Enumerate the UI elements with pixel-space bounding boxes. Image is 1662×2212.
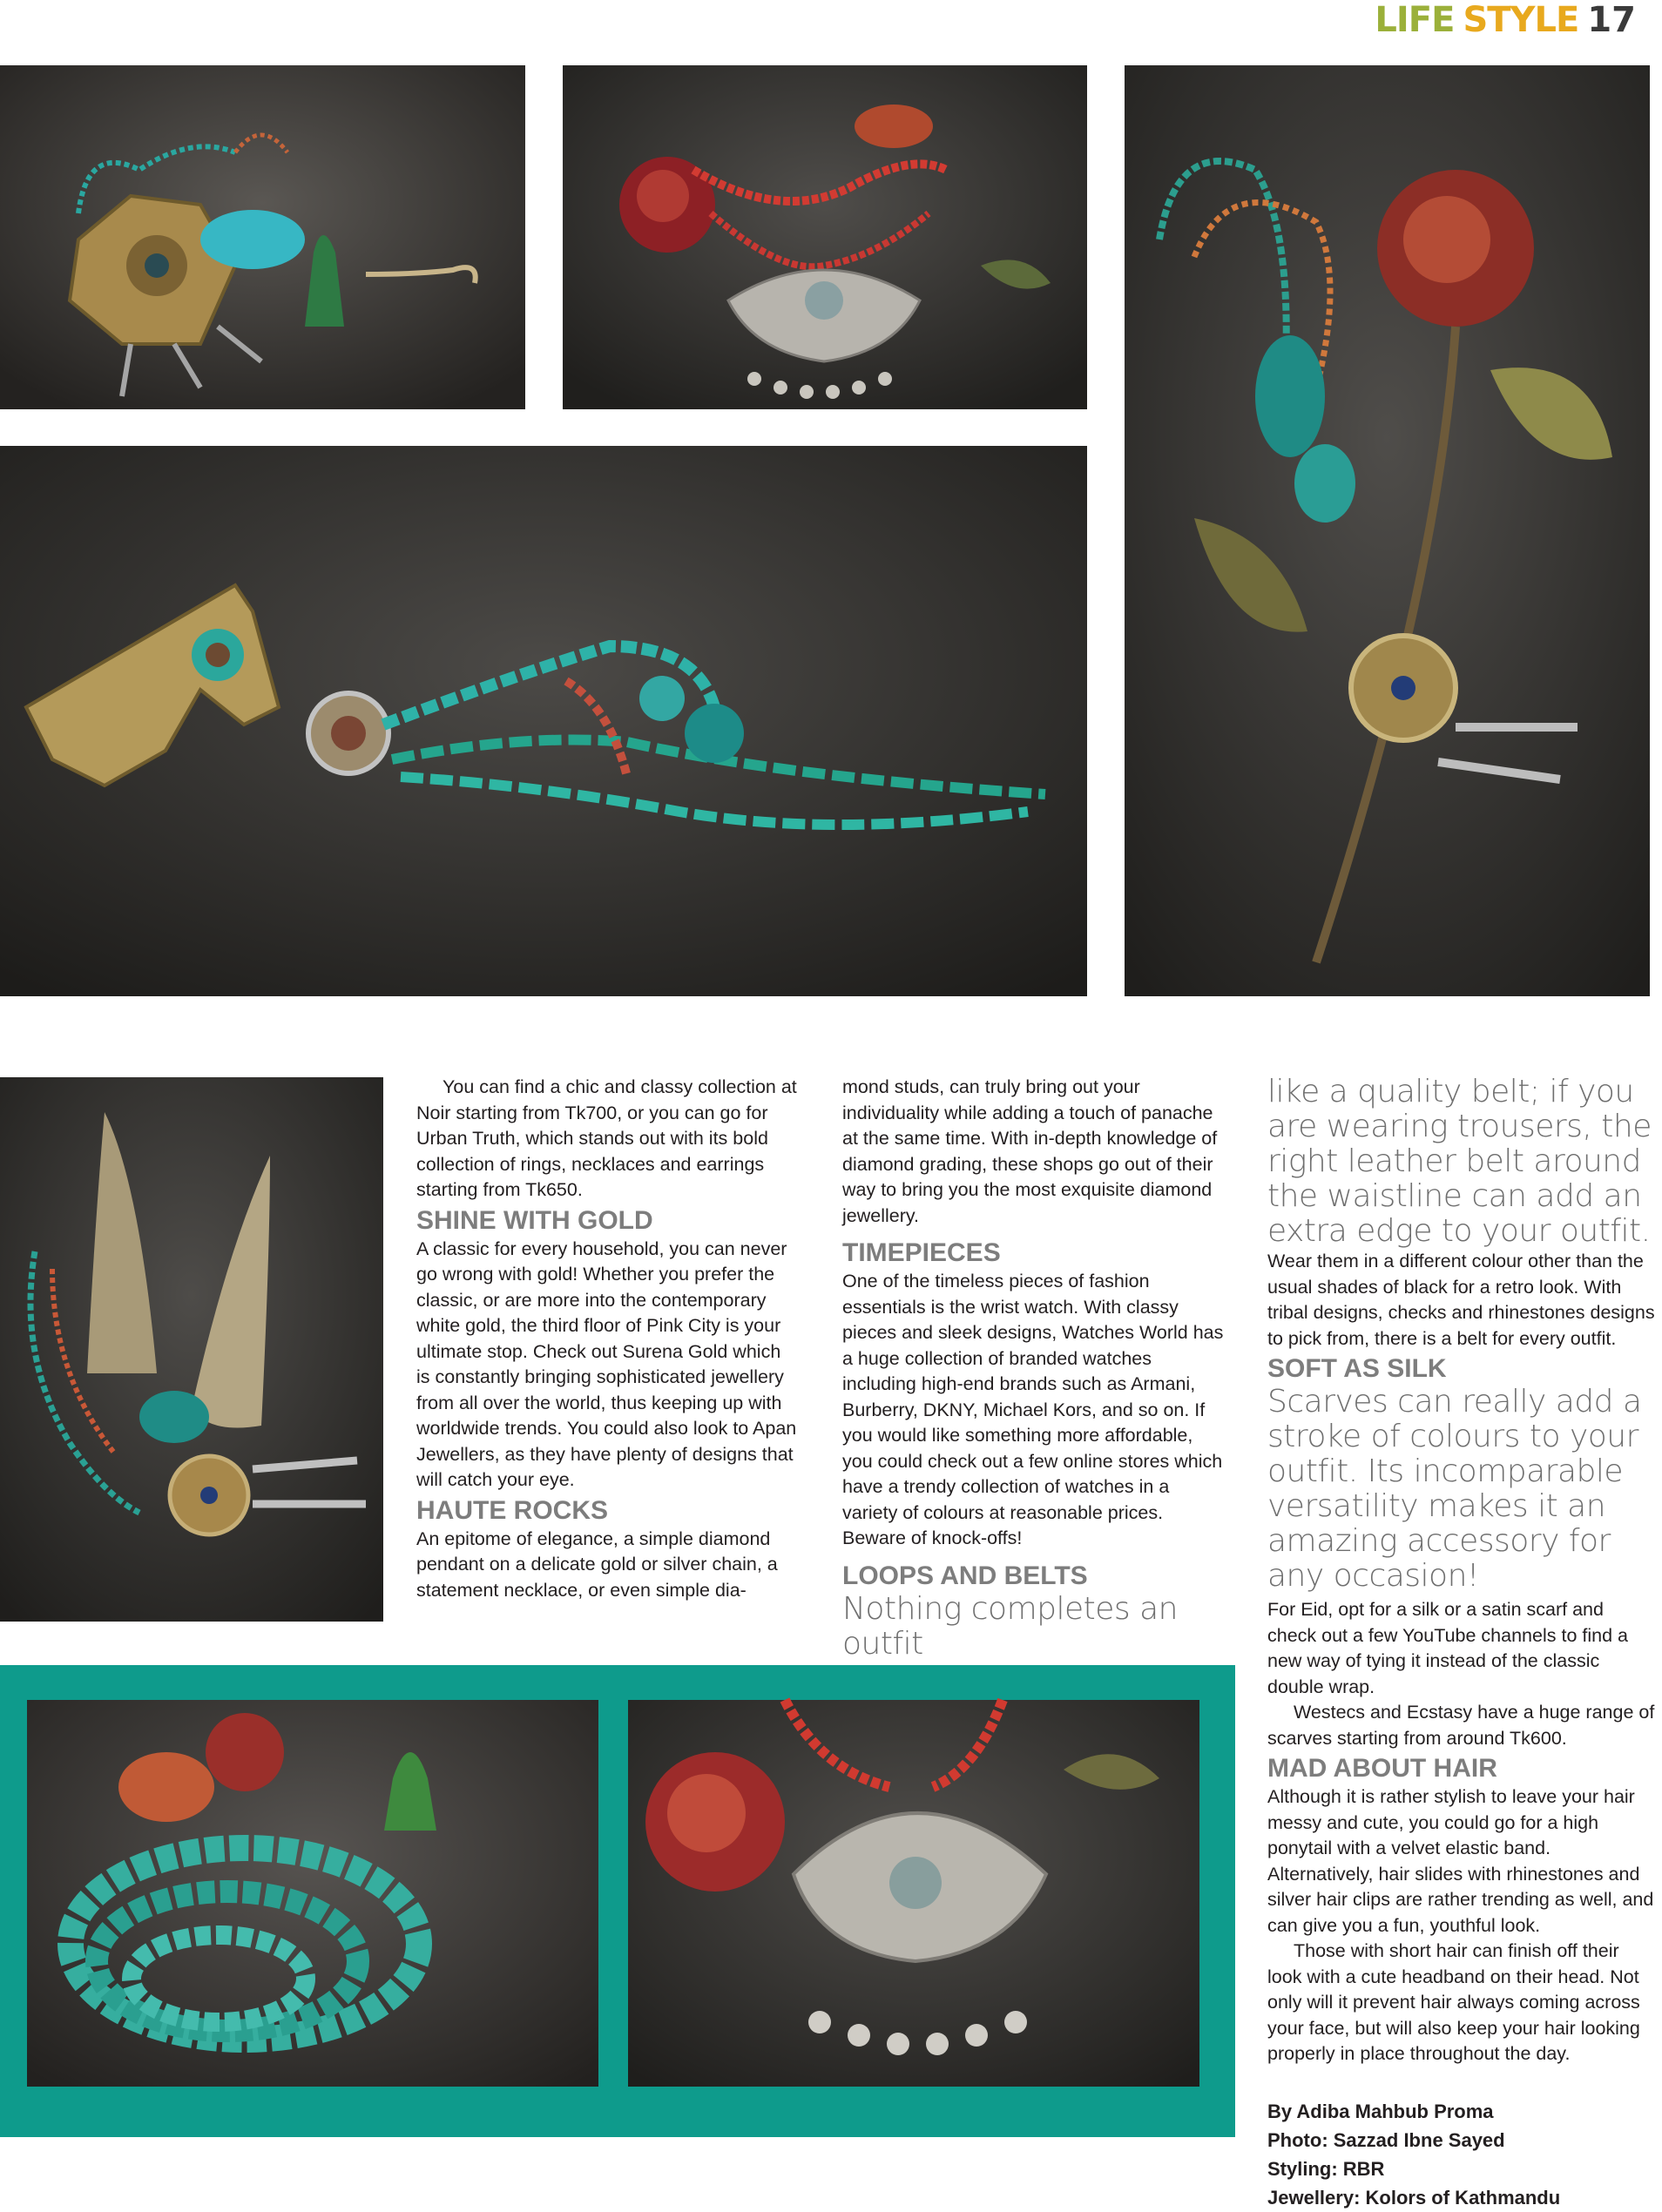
paragraph-timepieces: One of the timeless pieces of fashion essentials is the wrist watch. With classy pieces and sleek designs, Watches World has a huge collection of branded watches including high-end brands such as Armani, Burberry, DKNY, Michael Kors, and so on. If you would like something more affordable, you could check out a few online stores which have a trendy collection of watches in a variety of colours at reasonable prices. Beware of knock-offs!: [842, 1271, 1224, 1548]
page-number: 17: [1587, 0, 1636, 40]
masthead: [1375, 0, 1636, 40]
paragraph-haute: An epitome of elegance, a simple diamond pendant on a delicate gold or silver chain, a statement necklace, or even simple dia-: [416, 1527, 778, 1601]
credit-styling: Styling: RBR: [1267, 2157, 1385, 2180]
text-column-1: [416, 1075, 798, 1603]
photo-turquoise-beads: [27, 1700, 598, 2087]
masthead-style: STYLE: [1463, 0, 1579, 40]
credit-jewellery: Jewellery: Kolors of Kathmandu: [1267, 2186, 1561, 2209]
quote-belts-cont: like a quality belt; if you are wearing trousers, the right leather belt around the waistline can add an extra edge to your outfit.: [1267, 1074, 1652, 1249]
credit-photo: Photo: Sazzad Ibne Sayed: [1267, 2128, 1505, 2151]
text-column-2: [842, 1075, 1224, 1662]
masthead-life: LIFE: [1375, 0, 1455, 40]
paragraph-hair: Although it is rather stylish to leave your hair messy and cute, you could go for a high ponytail with a velvet elastic band. Alternatively, hair slides with rhinestones and silver hair clips are rather trending as well, and can give you a fun, youthful look.: [1267, 1786, 1654, 1936]
paragraph-noir: You can find a chic and classy collection at Noir starting from Tk700, or you can go for Urban Truth, which stands out with its bold collection of rings, necklaces and earrings starting from Tk650.: [416, 1076, 797, 1200]
paragraph-hair-2: Those with short hair can finish off their look with a cute headband on their head. Not only will it prevent hair always coming across your face, but will also keep your hair looking properly in place throughout the day.: [1267, 1940, 1640, 2064]
photo-silver-pendant-closeup: [628, 1700, 1199, 2087]
credits: [1267, 2097, 1658, 2212]
paragraph-silk: For Eid, opt for a silk or a satin scarf and check out a few YouTube channels to find a new way of tying it instead of the classic double wrap.: [1267, 1599, 1628, 1697]
paragraph-silk-2: Westecs and Ecstasy have a huge range of scarves starting from around Tk600.: [1267, 1702, 1655, 1749]
quote-scarves: Scarves can really add a stroke of colours to your outfit. Its incomparable versatility makes it an amazing accessory for any occasion!: [1267, 1384, 1642, 1594]
photo-rose-long-necklace: [1125, 65, 1650, 996]
heading-shine-with-gold: SHINE WITH GOLD: [416, 1205, 653, 1235]
credit-author: By Adiba Mahbub Proma: [1267, 2100, 1494, 2122]
heading-haute-rocks: HAUTE ROCKS: [416, 1495, 609, 1525]
heading-soft-as-silk: SOFT AS SILK: [1267, 1354, 1447, 1383]
heading-loops-and-belts: LOOPS AND BELTS: [842, 1561, 1088, 1590]
heading-mad-about-hair: MAD ABOUT HAIR: [1267, 1754, 1497, 1783]
paragraph-gold: A classic for every household, you can never go wrong with gold! Whether you prefer the classic, or are more into the contemporary white gold, the third floor of Pink City is your ultimate stop. Check out Surena Gold which is constantly bringing sophisticated jewellery from all over the world, thus keeping up with worldwide trends. You could also look to Apan Jewellers, as they have plenty of designs that will catch your eye.: [416, 1238, 797, 1490]
paragraph-diamond: mond studs, can truly bring out your individuality while adding a touch of panache at the same time. With in-depth knowledge of diamond grading, these shops go out of their way to bring you the most exquisite diamond jewellery.: [842, 1076, 1218, 1226]
paragraph-belts: Wear them in a different colour other than the usual shades of black for a retro look. With tribal designs, checks and rhinestones designs to pick from, there is a belt for every outfit.: [1267, 1251, 1655, 1349]
text-column-3: [1267, 1075, 1658, 2212]
quote-belts-start: Nothing completes an outfit: [842, 1590, 1178, 1662]
photo-silver-pendant-roses: [563, 65, 1087, 409]
photo-buddha-necklace: [0, 65, 525, 409]
photo-tribal-necklace: [0, 446, 1087, 996]
heading-timepieces: TIMEPIECES: [842, 1238, 1001, 1267]
photo-tusks-necklace: [0, 1077, 383, 1622]
